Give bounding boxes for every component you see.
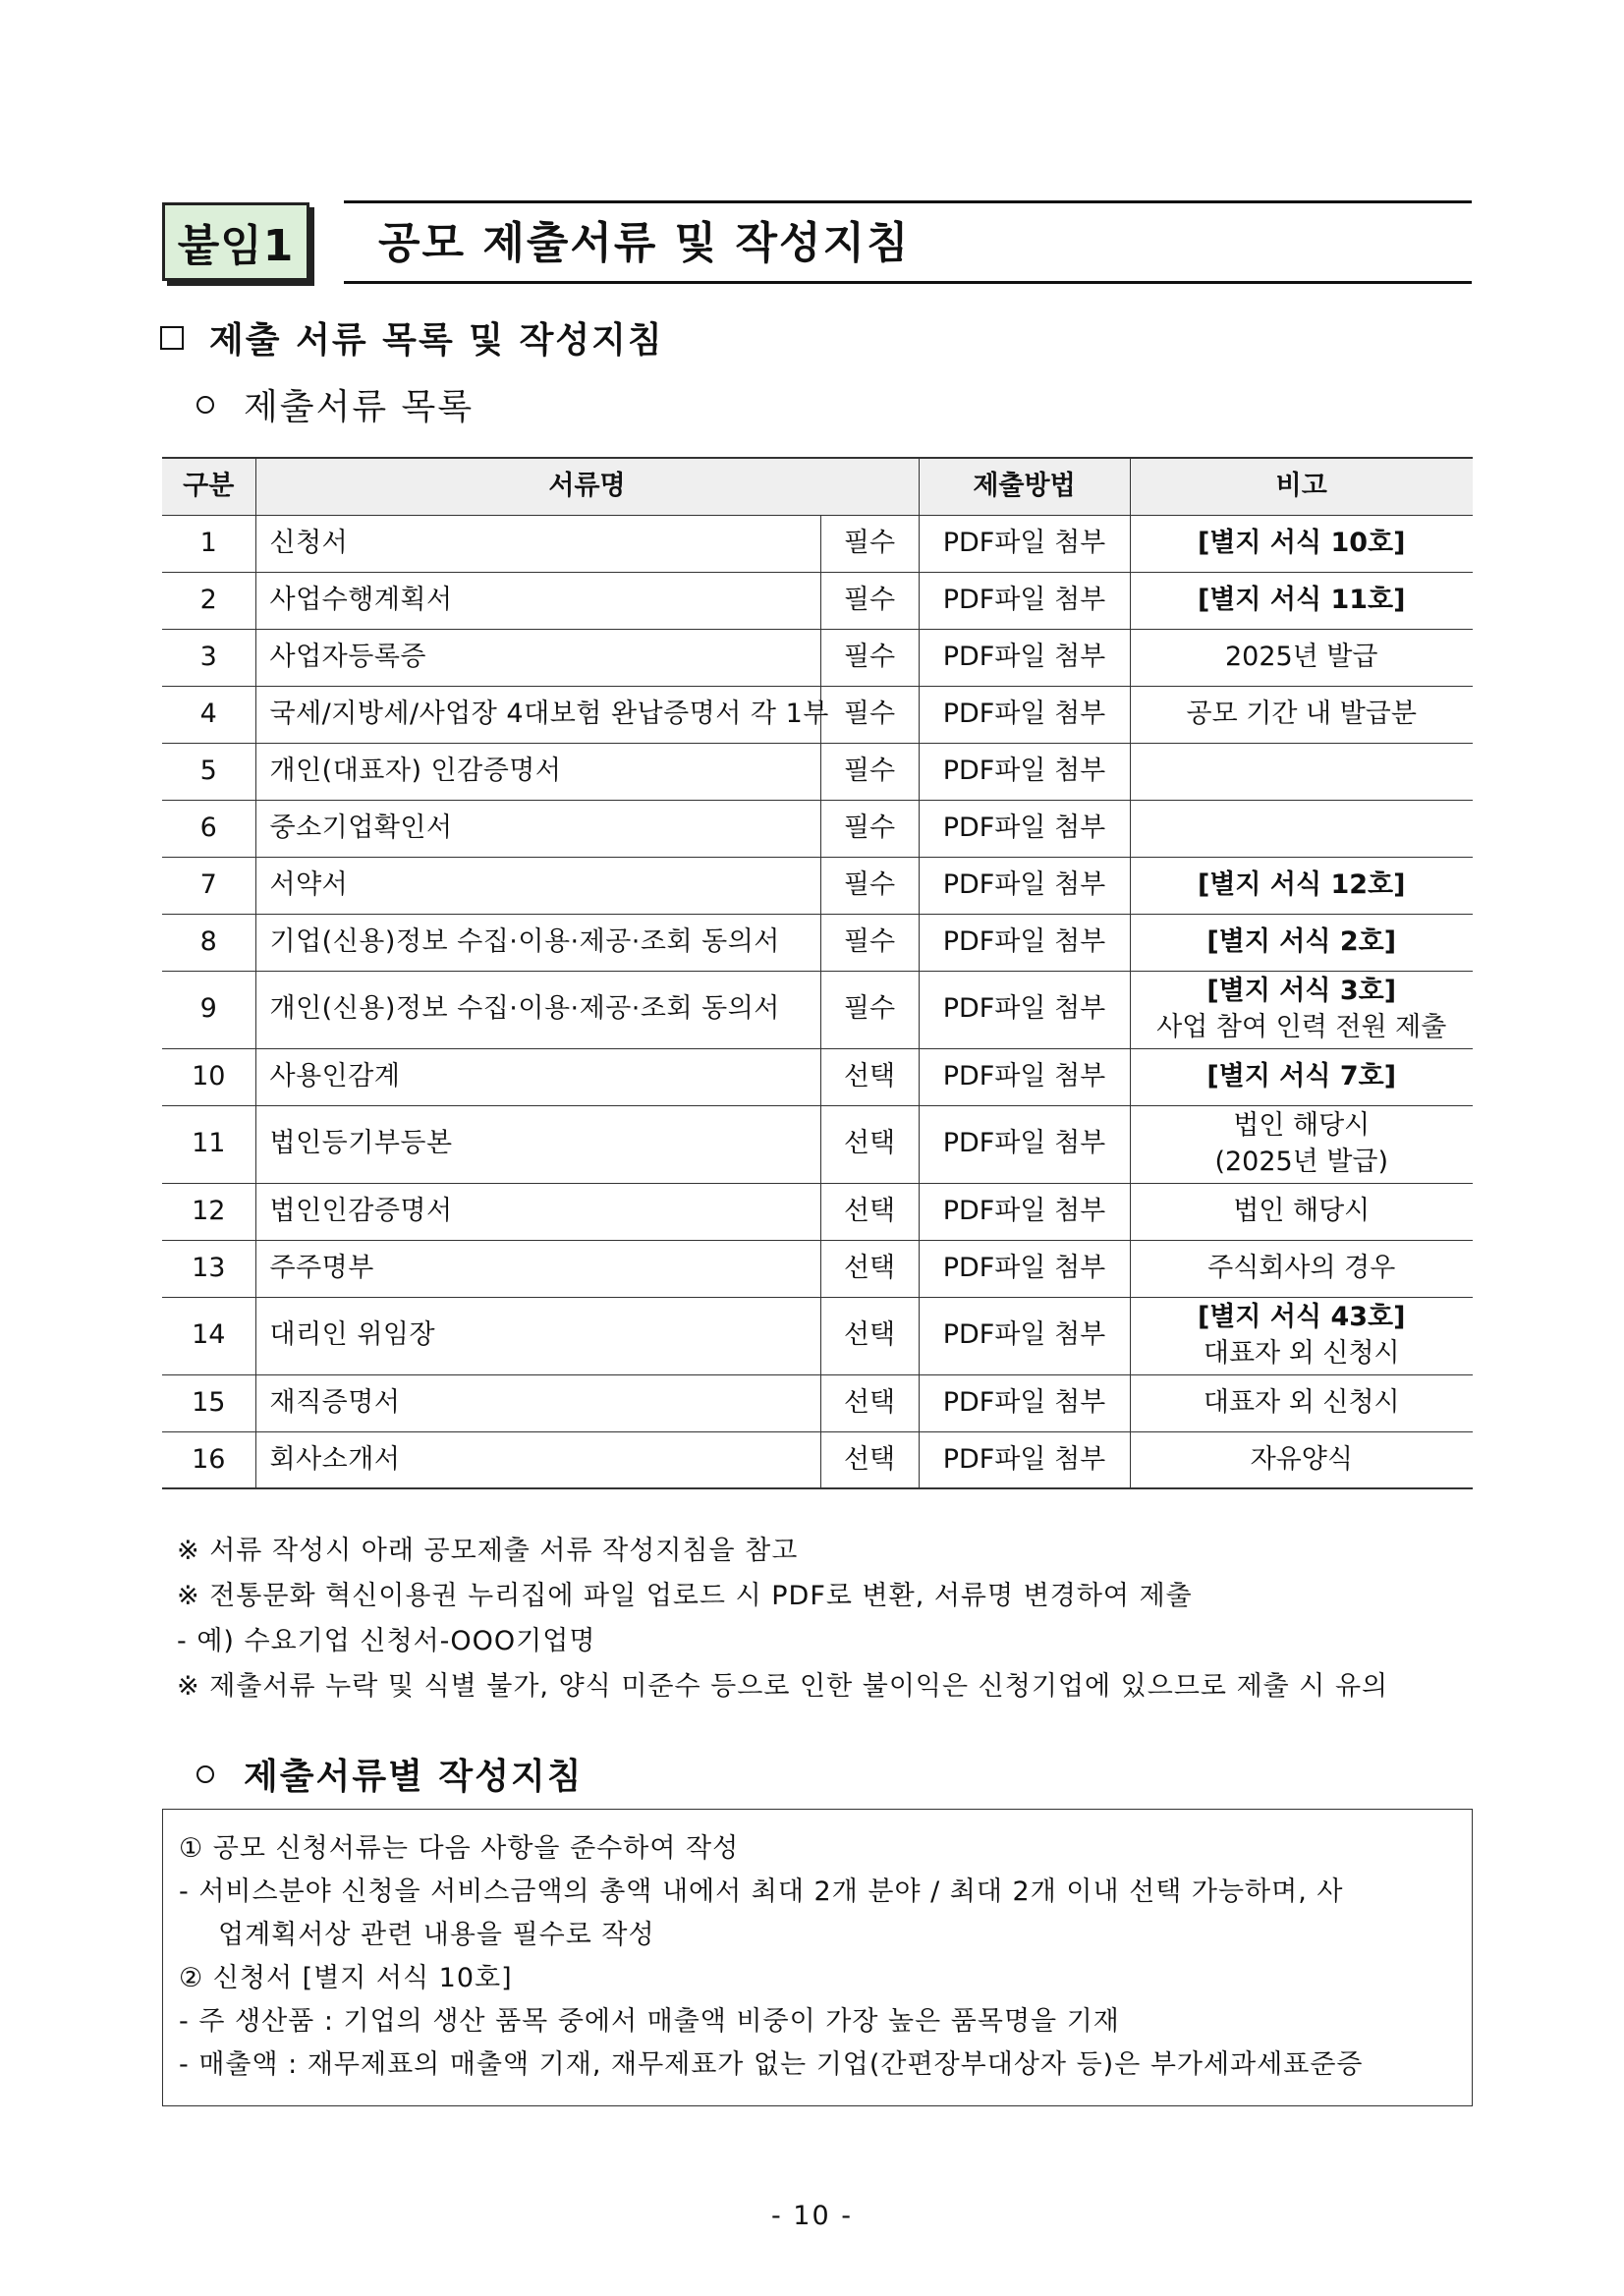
cell-remarks [1130, 686, 1473, 743]
notes [177, 1529, 1388, 1709]
cell-number: 2 [162, 572, 255, 629]
header-document-name: 서류명 [255, 458, 919, 515]
table-row [162, 1048, 1473, 1105]
cell-requirement: 필수 [820, 743, 919, 800]
documents-table [162, 457, 1473, 1489]
table-row [162, 743, 1473, 800]
cell-requirement: 필수 [820, 572, 919, 629]
table-row [162, 1105, 1473, 1183]
header-category: 구분 [162, 458, 255, 515]
cell-remarks [1130, 572, 1473, 629]
page-title: 공모 제출서류 및 작성지침 [378, 218, 911, 268]
guide-line: - 서비스분야 신청을 서비스금액의 총액 내에서 최대 2개 분야 / 최대 2개 이내 선택 가능하며, 사 [179, 1876, 1344, 1907]
guide-line: ① 공모 신청서류는 다음 사항을 준수하여 작성 [179, 1833, 740, 1864]
table-row [162, 629, 1473, 686]
cell-method: PDF파일 첨부 [919, 971, 1130, 1048]
cell-requirement: 선택 [820, 1105, 919, 1183]
cell-method: PDF파일 첨부 [919, 1297, 1130, 1374]
cell-document-name: 중소기업확인서 [255, 800, 820, 857]
cell-document-name: 법인등기부등본 [255, 1105, 820, 1183]
note-line: ※ 서류 작성시 아래 공모제출 서류 작성지침을 참고 [177, 1536, 799, 1566]
cell-method: PDF파일 첨부 [919, 914, 1130, 971]
cell-remarks [1130, 743, 1473, 800]
table-row [162, 1431, 1473, 1488]
table-row [162, 1240, 1473, 1297]
cell-method: PDF파일 첨부 [919, 800, 1130, 857]
cell-number: 11 [162, 1105, 255, 1183]
cell-method: PDF파일 첨부 [919, 515, 1130, 572]
cell-method: PDF파일 첨부 [919, 1048, 1130, 1105]
note-line: - 예) 수요기업 신청서-OOO기업명 [177, 1626, 596, 1656]
remark-line: 대표자 외 신청시 [1203, 1386, 1400, 1418]
cell-requirement: 선택 [820, 1048, 919, 1105]
table-row [162, 515, 1473, 572]
table-row [162, 1297, 1473, 1374]
circle-bullet-icon [196, 396, 214, 414]
table-row [162, 572, 1473, 629]
guide-line: 업계획서상 관련 내용을 필수로 작성 [218, 1920, 655, 1950]
subsection-title-text: 제출서류별 작성지침 [244, 1757, 584, 1797]
remark-line: [별지 서식 2호] [1206, 925, 1397, 957]
cell-method: PDF파일 첨부 [919, 629, 1130, 686]
cell-remarks [1130, 1297, 1473, 1374]
table-row [162, 971, 1473, 1048]
header-remarks: 비고 [1130, 458, 1473, 515]
cell-requirement: 필수 [820, 914, 919, 971]
cell-method: PDF파일 첨부 [919, 1240, 1130, 1297]
attachment-tag: 붙임1 [162, 202, 309, 281]
guide-line: - 매출액 : 재무제표의 매출액 기재, 재무제표가 없는 기업(간편장부대상자 등)은 부가세과세표준증 [179, 2049, 1364, 2080]
cell-requirement: 필수 [820, 686, 919, 743]
cell-remarks [1130, 1183, 1473, 1240]
circle-bullet-icon [196, 1765, 214, 1783]
cell-requirement: 선택 [820, 1183, 919, 1240]
cell-document-name: 개인(대표자) 인감증명서 [255, 743, 820, 800]
table-row [162, 1183, 1473, 1240]
cell-document-name: 재직증명서 [255, 1374, 820, 1431]
cell-number: 12 [162, 1183, 255, 1240]
cell-document-name: 주주명부 [255, 1240, 820, 1297]
table-row [162, 857, 1473, 914]
cell-remarks [1130, 800, 1473, 857]
subsection-title-guide [196, 1749, 584, 1799]
cell-remarks [1130, 1431, 1473, 1488]
remark-line: [별지 서식 7호] [1206, 1060, 1397, 1092]
remark-line: 법인 해당시 [1233, 1195, 1371, 1226]
cell-remarks [1130, 1048, 1473, 1105]
cell-requirement: 선택 [820, 1431, 919, 1488]
cell-document-name: 사용인감계 [255, 1048, 820, 1105]
cell-document-name: 회사소개서 [255, 1431, 820, 1488]
cell-method: PDF파일 첨부 [919, 1105, 1130, 1183]
cell-method: PDF파일 첨부 [919, 743, 1130, 800]
cell-document-name: 사업수행계획서 [255, 572, 820, 629]
cell-method: PDF파일 첨부 [919, 686, 1130, 743]
cell-method: PDF파일 첨부 [919, 1374, 1130, 1431]
cell-number: 15 [162, 1374, 255, 1431]
cell-number: 14 [162, 1297, 255, 1374]
cell-requirement: 필수 [820, 515, 919, 572]
header-rule-top [344, 200, 1472, 203]
remark-line: 주식회사의 경우 [1207, 1252, 1396, 1283]
cell-remarks [1130, 971, 1473, 1048]
table-row [162, 686, 1473, 743]
cell-method: PDF파일 첨부 [919, 1431, 1130, 1488]
cell-number: 5 [162, 743, 255, 800]
subsection-title-list [196, 379, 474, 429]
remark-line: 2025년 발급 [1224, 641, 1378, 672]
cell-number: 6 [162, 800, 255, 857]
cell-document-name: 법인인감증명서 [255, 1183, 820, 1240]
cell-requirement: 선택 [820, 1297, 919, 1374]
remark-line: 대표자 외 신청시 [1203, 1337, 1400, 1369]
cell-remarks [1130, 857, 1473, 914]
cell-remarks [1130, 1105, 1473, 1183]
cell-remarks [1130, 1374, 1473, 1431]
cell-number: 7 [162, 857, 255, 914]
cell-requirement: 필수 [820, 971, 919, 1048]
cell-number: 10 [162, 1048, 255, 1105]
remark-line: [별지 서식 43호] [1198, 1302, 1406, 1333]
cell-document-name: 신청서 [255, 515, 820, 572]
header-submission-method: 제출방법 [919, 458, 1130, 515]
remark-line: (2025년 발급) [1214, 1146, 1389, 1177]
remark-line: [별지 서식 11호] [1198, 584, 1406, 615]
cell-number: 8 [162, 914, 255, 971]
table-row [162, 1374, 1473, 1431]
cell-remarks [1130, 515, 1473, 572]
section-title [160, 312, 664, 363]
table-row [162, 800, 1473, 857]
cell-requirement: 필수 [820, 800, 919, 857]
section-title-text: 제출 서류 목록 및 작성지침 [209, 320, 664, 361]
remark-line: [별지 서식 10호] [1198, 527, 1406, 558]
guide-box [162, 1809, 1473, 2106]
cell-document-name: 개인(신용)정보 수집·이용·제공·조회 동의서 [255, 971, 820, 1048]
cell-requirement: 필수 [820, 857, 919, 914]
table-header-row [162, 458, 1473, 515]
cell-document-name: 대리인 위임장 [255, 1297, 820, 1374]
cell-remarks [1130, 1240, 1473, 1297]
cell-remarks [1130, 629, 1473, 686]
cell-number: 9 [162, 971, 255, 1048]
cell-document-name: 서약서 [255, 857, 820, 914]
cell-requirement: 선택 [820, 1374, 919, 1431]
note-line: ※ 전통문화 혁신이용권 누리집에 파일 업로드 시 PDF로 변환, 서류명 변경하여 제출 [177, 1581, 1193, 1611]
cell-method: PDF파일 첨부 [919, 857, 1130, 914]
guide-line: ② 신청서 [별지 서식 10호] [179, 1963, 513, 1993]
cell-number: 4 [162, 686, 255, 743]
cell-number: 3 [162, 629, 255, 686]
remark-line: 법인 해당시 [1233, 1110, 1371, 1142]
cell-requirement: 선택 [820, 1240, 919, 1297]
page-number: - 10 - [770, 2201, 853, 2231]
cell-method: PDF파일 첨부 [919, 1183, 1130, 1240]
square-bullet-icon [160, 326, 184, 350]
remark-line: [별지 서식 12호] [1198, 868, 1406, 900]
remark-line: 공모 기간 내 발급분 [1186, 698, 1417, 729]
cell-remarks [1130, 914, 1473, 971]
note-line: ※ 제출서류 누락 및 식별 불가, 양식 미준수 등으로 인한 불이익은 신청기업에 있으므로 제출 시 유의 [177, 1671, 1389, 1702]
guide-line: - 주 생산품 : 기업의 생산 품목 중에서 매출액 비중이 가장 높은 품목명을 기재 [179, 2006, 1120, 2037]
remark-line: [별지 서식 3호] [1206, 976, 1397, 1007]
cell-document-name: 기업(신용)정보 수집·이용·제공·조회 동의서 [255, 914, 820, 971]
subsection-title-text: 제출서류 목록 [244, 387, 475, 427]
cell-number: 1 [162, 515, 255, 572]
cell-number: 16 [162, 1431, 255, 1488]
remark-line: 자유양식 [1250, 1443, 1353, 1475]
cell-number: 13 [162, 1240, 255, 1297]
cell-method: PDF파일 첨부 [919, 572, 1130, 629]
cell-requirement: 필수 [820, 629, 919, 686]
cell-document-name: 국세/지방세/사업장 4대보험 완납증명서 각 1부 [255, 686, 820, 743]
table-row [162, 914, 1473, 971]
cell-document-name: 사업자등록증 [255, 629, 820, 686]
remark-line: 사업 참여 인력 전원 제출 [1156, 1011, 1447, 1042]
header-rule-bottom [344, 281, 1472, 284]
